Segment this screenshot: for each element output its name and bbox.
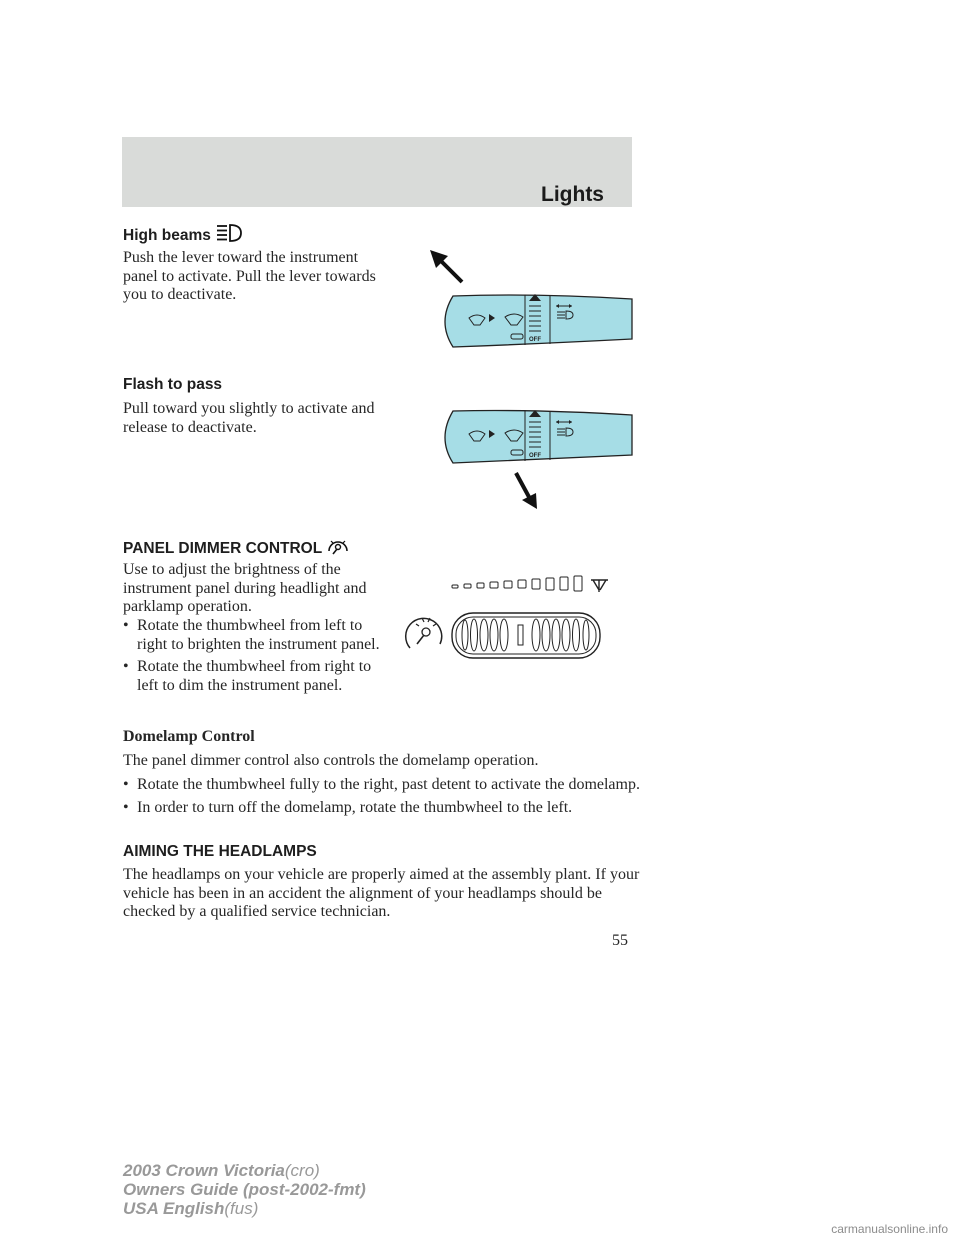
list-item: • Rotate the thumbwheel fully to the right, past detent to activate the domelamp.: [123, 776, 643, 795]
high-beams-text: Push the lever toward the instrument panel to activate. Pull the lever towards you to deactivate.: [123, 249, 376, 303]
lever-off-label: OFF: [529, 453, 541, 459]
section-title: Lights: [541, 183, 604, 206]
document-footer: 2003 Crown Victoria(cro) Owners Guide (post-2002-fmt) USA English(fus): [123, 1161, 366, 1218]
high-beam-icon: [215, 223, 243, 243]
list-item: • Rotate the thumbwheel from right to left to dim the instrument panel.: [123, 658, 385, 695]
section-header-band: [122, 137, 632, 207]
panel-dimmer-bullets: [123, 617, 385, 699]
domelamp-intro: The panel dimmer control also controls the domelamp operation.: [123, 752, 539, 769]
panel-dimmer-intro: Use to adjust the brightness of the instrument panel during headlight and parklamp operation.: [123, 561, 367, 615]
panel-dimmer-thumbwheel-diagram: [398, 570, 618, 662]
flash-to-pass-heading: Flash to pass: [123, 376, 223, 393]
list-item: • Rotate the thumbwheel from left to right to brighten the instrument panel.: [123, 617, 385, 654]
domelamp-bullets: [123, 776, 643, 821]
high-beams-heading: High beams: [123, 223, 243, 245]
flash-to-pass-lever-diagram: [425, 405, 635, 513]
watermark: carmanualsonline.info: [831, 1222, 948, 1236]
page-number: 55: [612, 932, 628, 949]
flash-to-pass-text: Pull toward you slightly to activate and release to deactivate.: [123, 400, 375, 436]
panel-dimmer-icon: [326, 535, 350, 557]
lever-off-label: OFF: [529, 337, 541, 343]
panel-dimmer-heading: PANEL DIMMER CONTROL: [123, 535, 350, 558]
aiming-text: The headlamps on your vehicle are properly aimed at the assembly plant. If your vehicle has been in an accident the alignment of your headlamps should be checked by a qualified service technician.: [123, 866, 640, 920]
domelamp-heading: Domelamp Control: [123, 728, 255, 745]
high-beam-lever-diagram: [425, 250, 635, 352]
list-item: • In order to turn off the domelamp, rotate the thumbwheel to the left.: [123, 799, 643, 818]
aiming-heading: AIMING THE HEADLAMPS: [123, 843, 317, 860]
